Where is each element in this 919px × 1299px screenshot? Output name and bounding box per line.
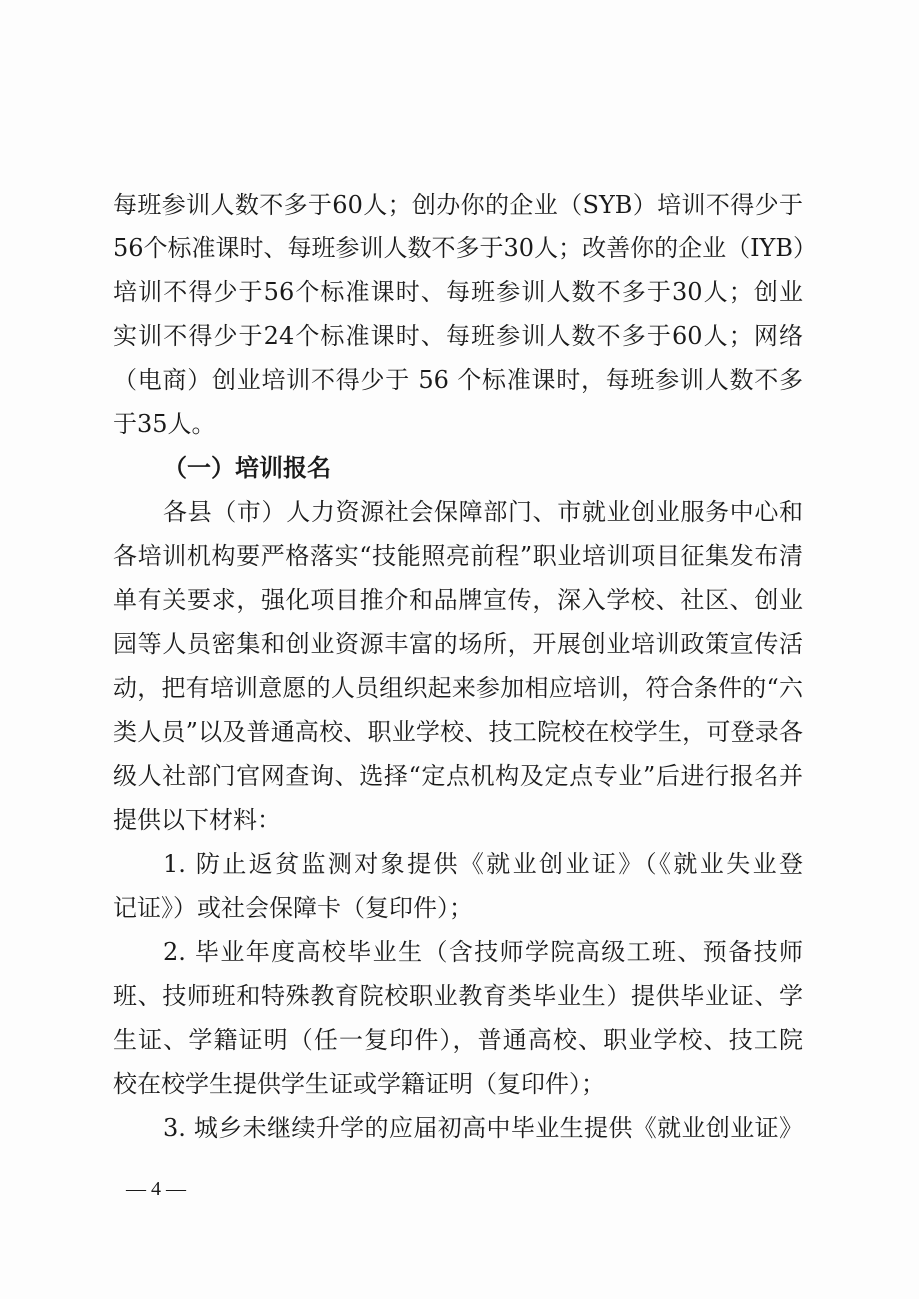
- body-text-line: 类人员”以及普通高校、职业学校、技工院校在校学生，可登录各: [113, 718, 803, 746]
- paragraph-first-line: 各县（市）人力资源社会保障部门、市就业创业服务中心和: [163, 498, 803, 526]
- body-text-line: 各培训机构要严格落实“技能照亮前程”职业培训项目征集发布清: [113, 542, 803, 570]
- body-text-line: （电商）创业培训不得少于 56 个标准课时，每班参训人数不多: [113, 366, 803, 394]
- body-text-line: 每班参训人数不多于60人；创办你的企业（SYB）培训不得少于: [113, 191, 803, 219]
- list-item-2-line: 生证、学籍证明（任一复印件），普通高校、职业学校、技工院: [113, 1026, 803, 1054]
- list-item-3-first-line: 3. 城乡未继续升学的应届初高中毕业生提供《就业创业证》: [163, 1114, 803, 1142]
- page-number: — 4 —: [126, 1178, 186, 1200]
- body-text-line: 提供以下材料：: [113, 806, 281, 834]
- body-text-line: 动，把有培训意愿的人员组织起来参加相应培训，符合条件的“六: [113, 674, 803, 702]
- list-item-2-first-line: 2. 毕业年度高校毕业生（含技师学院高级工班、预备技师: [163, 938, 803, 966]
- list-item-2-line: 校在校学生提供学生证或学籍证明（复印件）；: [113, 1070, 605, 1098]
- list-item-1-line: 记证》）或社会保障卡（复印件）；: [113, 894, 473, 922]
- body-text-line: 56个标准课时、每班参训人数不多于30人；改善你的企业（IYB）: [113, 234, 818, 262]
- body-text-line: 实训不得少于24个标准课时、每班参训人数不多于60人；网络: [113, 322, 803, 350]
- list-item-1-first-line: 1. 防止返贫监测对象提供《就业创业证》（《就业失业登: [163, 850, 803, 878]
- body-text-line: 级人社部门官网查询、选择“定点机构及定点专业”后进行报名并: [113, 762, 803, 790]
- section-heading: （一）培训报名: [163, 453, 331, 482]
- body-text-line: 于35人。: [113, 410, 216, 438]
- body-text-line: 园等人员密集和创业资源丰富的场所，开展创业培训政策宣传活: [113, 630, 803, 658]
- body-text-line: 培训不得少于56个标准课时、每班参训人数不多于30人；创业: [113, 278, 803, 306]
- body-text-line: 单有关要求，强化项目推介和品牌宣传，深入学校、社区、创业: [113, 586, 803, 614]
- list-item-2-line: 班、技师班和特殊教育院校职业教育类毕业生）提供毕业证、学: [113, 982, 803, 1010]
